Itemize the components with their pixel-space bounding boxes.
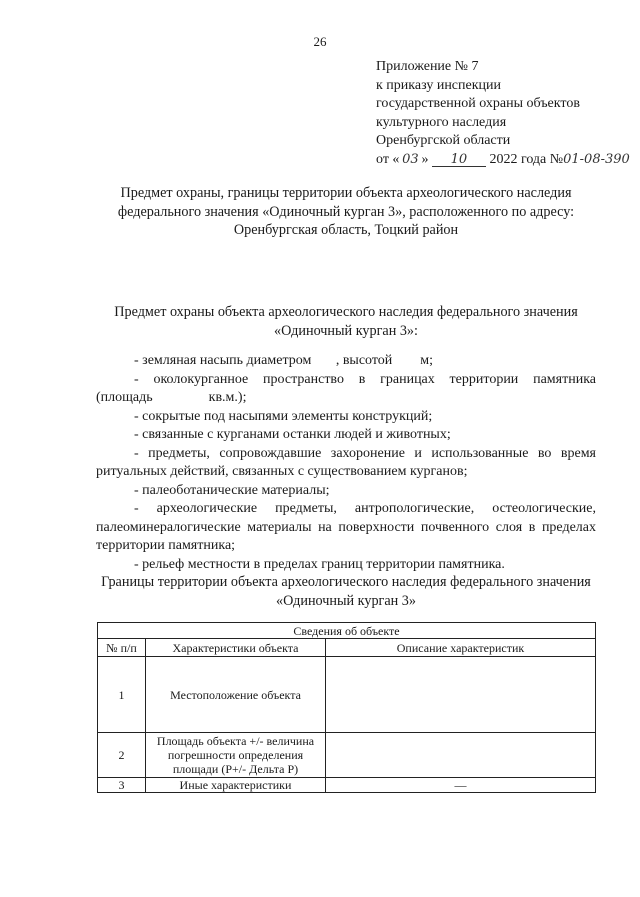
protection-items-list (96, 352, 596, 574)
date-month-handwritten: 10 (432, 153, 486, 167)
list-item: - рельеф местности в пределах границ территории памятника. (134, 556, 505, 572)
list-item: - связанные с курганами останки людей и животных; (134, 427, 451, 442)
date-prefix: от « (376, 151, 400, 167)
date-mid: » (421, 151, 429, 167)
list-item: - палеоботанические материалы; (134, 482, 330, 498)
list-item: - земляная насыпь диаметром , высотой м; (134, 353, 434, 368)
row-description: — (326, 778, 596, 793)
list-item: - археологические предметы, антропологические, остеологические, палеоминералогические материалы на поверхности почвенного слоя в пределах территории памятника; (96, 501, 596, 553)
table-row (98, 657, 596, 733)
object-info-table (97, 622, 596, 793)
page-number: 26 (313, 34, 327, 49)
table-row (98, 778, 596, 793)
list-item: - предметы, сопровождавшие захоронение и использованные во время ритуальных действий, связанных с существованием курганов; (96, 445, 596, 479)
appendix-line: государственной охраны объектов (376, 96, 580, 111)
table-row (98, 733, 596, 778)
appendix-date-line (376, 151, 630, 170)
list-item: - сокрытые под насыпями элементы конструкций; (134, 408, 433, 424)
list-item-continuation: (площадь кв.м.); (96, 390, 247, 405)
table-header-characteristic: Характеристики объекта (146, 639, 326, 657)
date-suffix: 2022 года № (485, 151, 564, 167)
row-characteristic: Иные характеристики (146, 778, 326, 793)
appendix-block (376, 58, 630, 169)
list-item: - околокурганное пространство в границах территории памятника (134, 371, 596, 387)
row-characteristic: Площадь объекта +/- величина погрешности определения площади (Р+/- Дельта Р) (146, 733, 326, 778)
order-number-handwritten: 01-08-390 (563, 151, 630, 167)
section-heading-protection-subject: Предмет охраны объекта археологического наследия федерального значения «Одиночный курган 3»: (114, 304, 578, 339)
row-description (326, 733, 596, 778)
appendix-line: к приказу инспекции (376, 77, 502, 93)
table-header-description: Описание характеристик (326, 639, 596, 657)
appendix-line: культурного наследия (376, 114, 507, 130)
date-day-handwritten: 03 (402, 151, 419, 167)
row-characteristic: Местоположение объекта (146, 657, 326, 733)
row-number: 2 (98, 733, 146, 778)
document-title: Предмет охраны, границы территории объекта археологического наследия федерального значения «Одиночный курган 3», расположенного по адресу: Оренбургская область, Тоцкий район (117, 185, 575, 238)
appendix-line: Оренбургской области (376, 133, 511, 148)
table-header-number: № п/п (98, 639, 146, 657)
appendix-title: Приложение № 7 (376, 59, 479, 74)
section-heading-boundaries: Границы территории объекта археологического наследия федерального значения «Одиночный курган 3» (101, 574, 591, 609)
row-description (326, 657, 596, 733)
row-number: 1 (98, 657, 146, 733)
row-number: 3 (98, 778, 146, 793)
table-caption: Сведения об объекте (98, 623, 596, 639)
